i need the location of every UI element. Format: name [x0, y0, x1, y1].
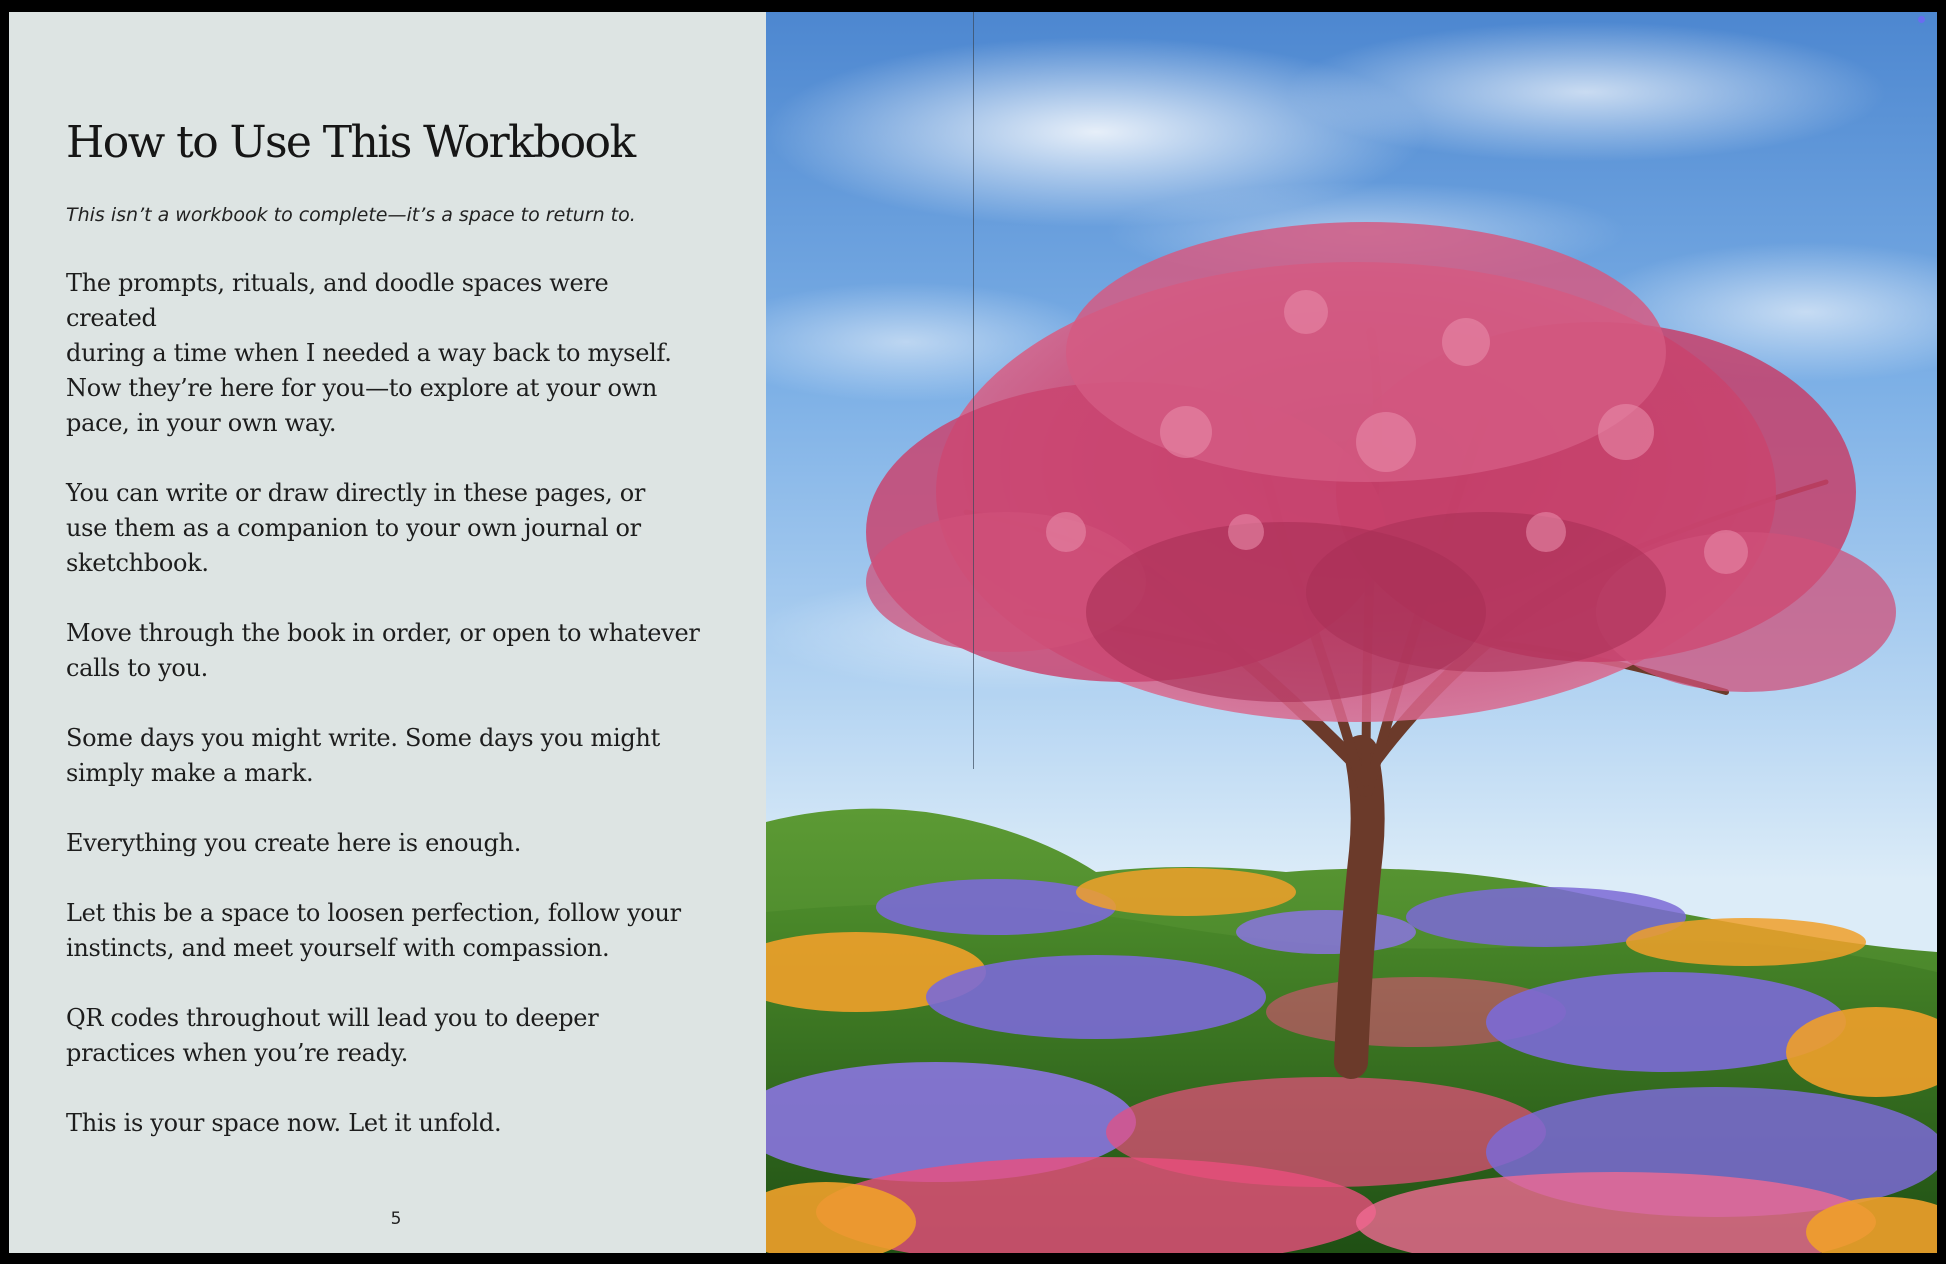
- paragraph: QR codes throughout will lead you to deeper practices when you’re ready.: [66, 1003, 599, 1067]
- text-page: [9, 12, 766, 1253]
- paragraph: Some days you might write. Some days you might simply make a mark.: [66, 723, 660, 787]
- body-text: [66, 266, 726, 1141]
- photo-illustration: [766, 12, 1937, 1253]
- paragraph: This is your space now. Let it unfold.: [66, 1108, 502, 1137]
- tree-meadow-photo: [766, 12, 1937, 1253]
- page-subtitle: This isn’t a workbook to complete—it’s a space to return to.: [66, 203, 636, 226]
- page-title: How to Use This Workbook: [66, 117, 635, 168]
- paragraph: You can write or draw directly in these pages, or use them as a companion to your own journal or sketchbook.: [66, 478, 646, 577]
- paragraph: Move through the book in order, or open to whatever calls to you.: [66, 618, 700, 682]
- paragraph: Let this be a space to loosen perfection, follow your instincts, and meet yourself with compassion.: [66, 898, 681, 962]
- paragraph: The prompts, rituals, and doodle spaces were created during a time when I needed a way back to myself. Now they’re here for you—to explore at your own pace, in your own way.: [66, 268, 672, 437]
- corner-dot: [1918, 16, 1925, 23]
- page-number: 5: [390, 1209, 402, 1229]
- book-spread: [9, 12, 1937, 1253]
- paragraph: Everything you create here is enough.: [66, 828, 522, 857]
- page-gutter-line: [973, 12, 974, 769]
